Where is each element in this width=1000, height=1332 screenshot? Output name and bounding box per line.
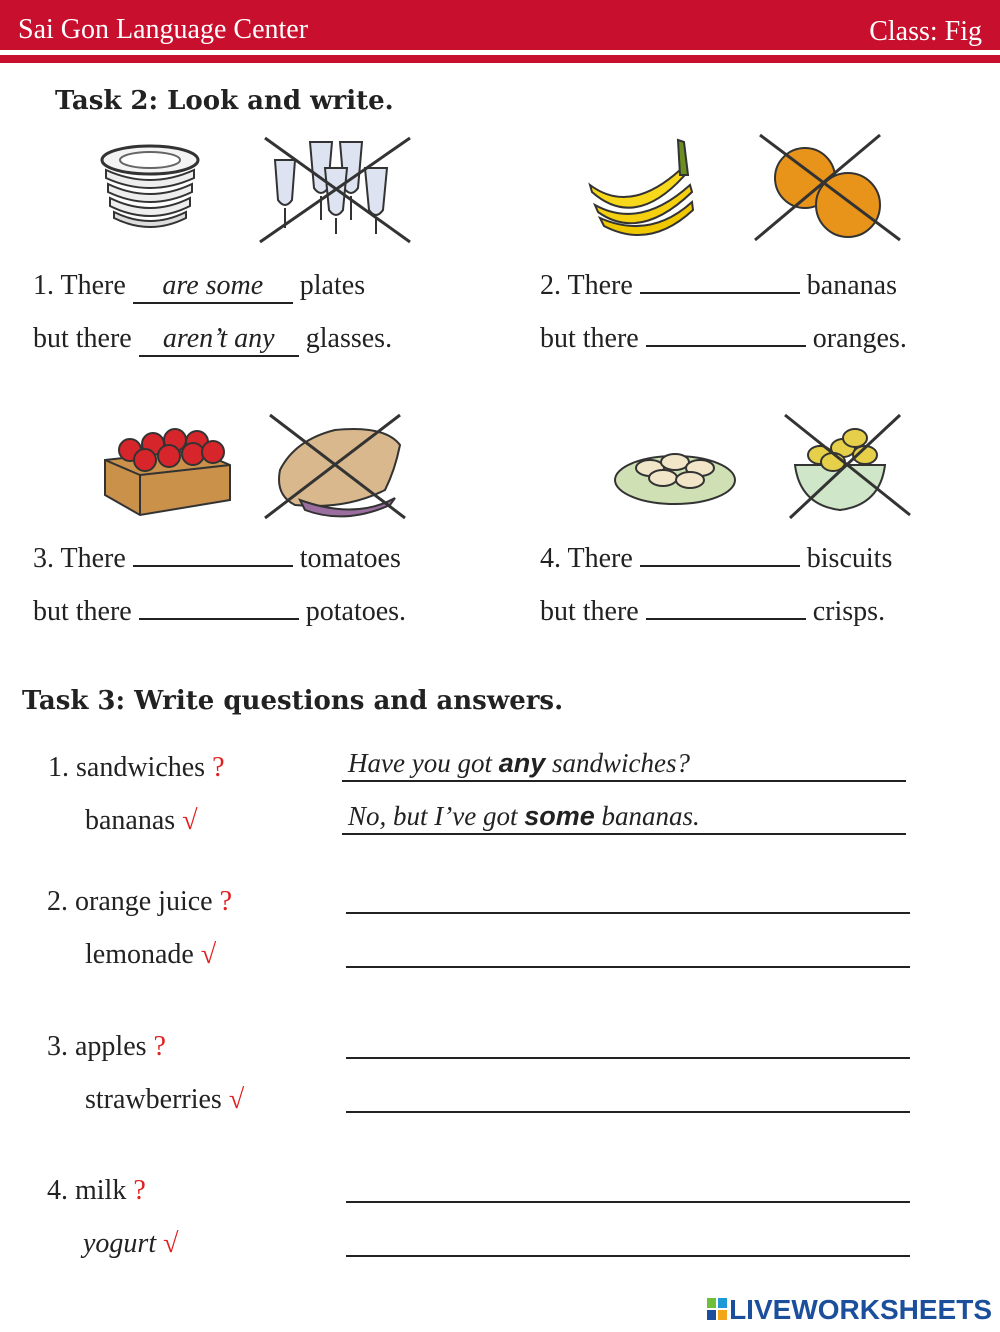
task3-q4-line[interactable] — [346, 1201, 910, 1203]
task3-a4-line[interactable] — [346, 1255, 910, 1257]
liveworksheets-icon — [707, 1298, 729, 1322]
item4-answer1[interactable] — [640, 565, 800, 567]
task3-a3-line[interactable] — [346, 1111, 910, 1113]
item3-pre: 3. There — [33, 543, 126, 574]
task3-q1-answer — [348, 748, 690, 779]
item3-answer1[interactable] — [133, 565, 293, 567]
plates-icon — [102, 146, 198, 227]
question-mark-icon: ? — [133, 1175, 146, 1206]
question-mark-icon: ? — [219, 886, 233, 917]
item1-answer1[interactable]: are some — [133, 270, 293, 304]
task3-a1-line[interactable] — [342, 833, 906, 835]
tomatoes-potatoes-picture — [95, 410, 425, 525]
item3-line2 — [33, 596, 406, 628]
check-mark-icon: √ — [163, 1228, 179, 1259]
task3-q3-line[interactable] — [346, 1057, 910, 1059]
item4-answer2[interactable] — [646, 618, 806, 620]
question-mark-icon: ? — [153, 1031, 166, 1062]
task3-a2-label — [85, 939, 216, 971]
task2-title: Task 2: Look and write. — [55, 86, 394, 116]
question-mark-icon: ? — [212, 752, 225, 783]
item3-post2: potatoes. — [305, 596, 407, 627]
item2-post2: oranges. — [812, 323, 907, 354]
task3-q4-label — [47, 1175, 146, 1207]
task3-q1-line[interactable] — [342, 780, 906, 782]
liveworksheets-logo — [707, 1294, 992, 1326]
task3-q2-line[interactable] — [346, 912, 910, 914]
a1-answer-bold: some — [524, 801, 595, 831]
task3-a1-text: bananas — [85, 805, 176, 836]
task3-q2-text: 2. orange juice — [47, 886, 213, 917]
item3-post: tomatoes — [299, 543, 401, 574]
item1-post2: glasses. — [305, 323, 393, 354]
item4-line1 — [540, 543, 892, 575]
footer-brand-text: LIVEWORKSHEETS — [729, 1294, 992, 1325]
bananas-oranges-picture — [580, 130, 930, 250]
item2-line1 — [540, 270, 897, 302]
task3-title: Task 3: Write questions and answers. — [22, 686, 564, 716]
task3-q4-text: 4. milk — [47, 1175, 127, 1206]
task3-a2-line[interactable] — [346, 966, 910, 968]
biscuit-icon — [615, 454, 735, 504]
task3-q3-text: 3. apples — [47, 1031, 147, 1062]
item2-answer1[interactable] — [640, 292, 800, 294]
a1-answer-post: bananas. — [594, 801, 700, 831]
biscuits-crisps-picture — [605, 410, 925, 525]
item1-line1 — [33, 270, 365, 304]
task3-a4-label — [83, 1228, 178, 1260]
tomato-icon — [105, 429, 230, 515]
item1-pre2: but there — [33, 323, 132, 354]
q1-answer-bold: any — [498, 748, 546, 778]
item3-answer2[interactable] — [139, 618, 299, 620]
item4-post: biscuits — [806, 543, 893, 574]
item2-line2 — [540, 323, 907, 355]
plates-glasses-picture — [70, 130, 430, 250]
q1-answer-post: sandwiches? — [545, 748, 690, 778]
class-label: Class: Fig — [869, 16, 982, 47]
task3-a1-answer — [348, 801, 700, 832]
check-mark-icon: √ — [182, 805, 198, 836]
item2-pre2: but there — [540, 323, 639, 354]
task3-a4-text: yogurt — [83, 1228, 157, 1259]
school-name: Sai Gon Language Center — [18, 14, 309, 45]
check-mark-icon: √ — [200, 939, 217, 970]
header-bar — [0, 0, 1000, 50]
item4-post2: crisps. — [812, 596, 886, 627]
item2-post: bananas — [806, 270, 897, 301]
item4-pre: 4. There — [540, 543, 633, 574]
orange-icon — [775, 148, 880, 237]
item1-answer2[interactable]: aren’t any — [139, 323, 299, 357]
task3-a1-label — [85, 805, 198, 837]
q1-answer-pre: Have you got — [348, 748, 499, 778]
item2-answer2[interactable] — [646, 345, 806, 347]
check-mark-icon: √ — [228, 1084, 245, 1115]
task3-a3-text: strawberries — [85, 1084, 222, 1115]
task3-a2-text: lemonade — [85, 939, 194, 970]
header-underline — [0, 55, 1000, 63]
item4-pre2: but there — [540, 596, 639, 627]
a1-answer-pre: No, but I’ve got — [348, 801, 525, 831]
item3-line1 — [33, 543, 401, 575]
task3-q2-label — [47, 886, 232, 918]
task3-a3-label — [85, 1084, 244, 1116]
task3-q1-label — [48, 752, 225, 784]
item3-pre2: but there — [33, 596, 132, 627]
item1-post: plates — [299, 270, 366, 301]
task3-q3-label — [47, 1031, 166, 1063]
potato-sack-icon — [279, 429, 400, 516]
item1-pre: 1. There — [33, 270, 126, 301]
item4-line2 — [540, 596, 885, 628]
item2-pre: 2. There — [540, 270, 633, 301]
banana-icon — [590, 140, 693, 235]
task3-q1-text: 1. sandwiches — [48, 752, 206, 783]
item1-line2 — [33, 323, 392, 357]
